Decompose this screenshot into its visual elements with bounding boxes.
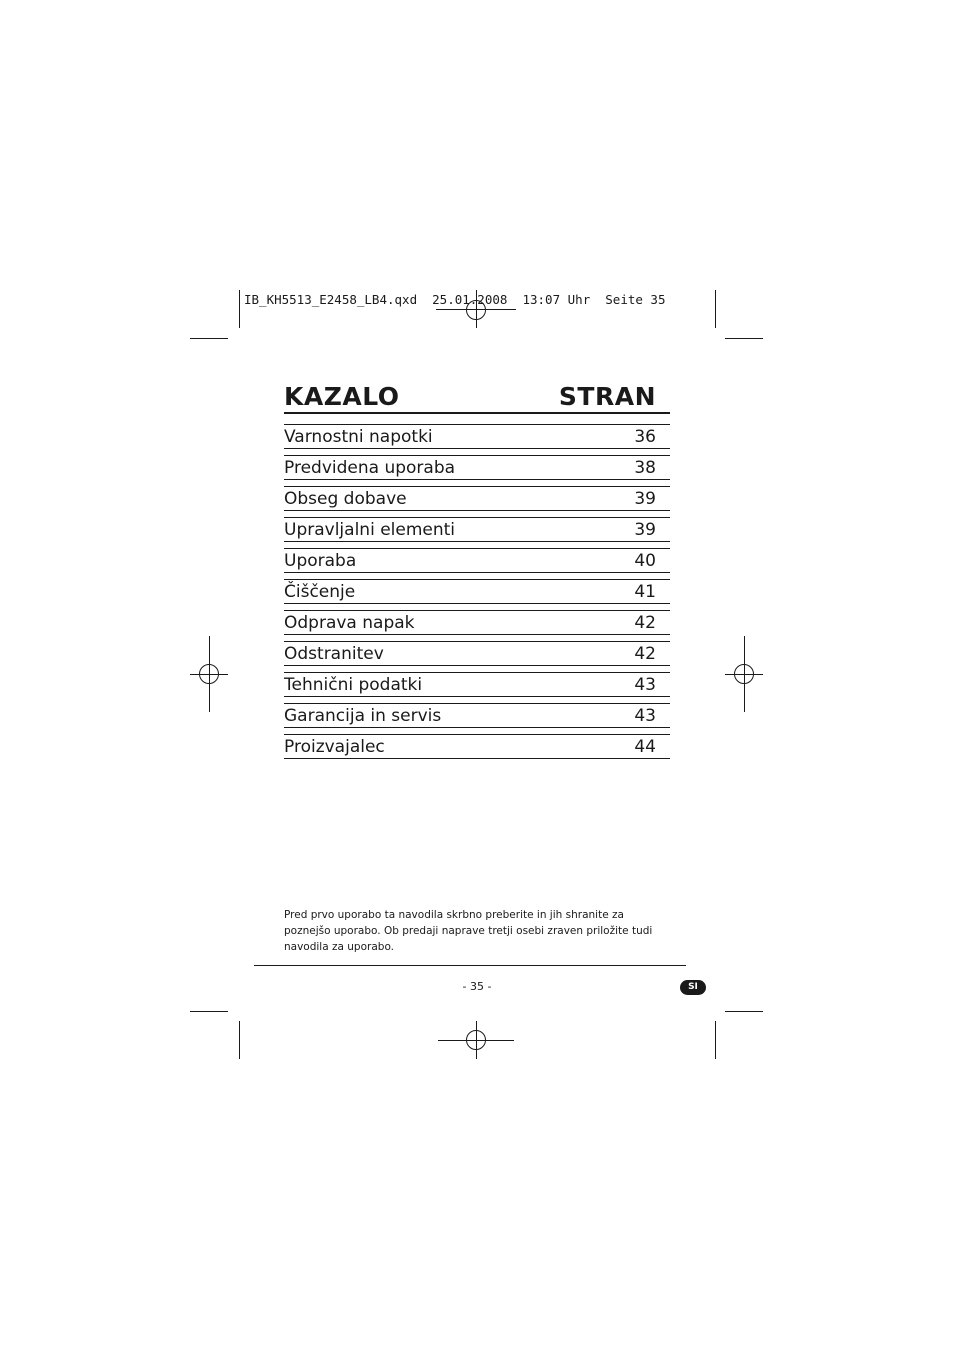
toc-row-label: Upravljalni elementi — [284, 520, 456, 540]
toc-heading — [284, 382, 670, 414]
toc-heading-page-column: STRAN — [558, 382, 656, 411]
crop-mark-bottom-left-vertical — [239, 1021, 240, 1059]
toc-row-label: Predvidena uporaba — [284, 458, 456, 478]
toc-row-odstranitev[interactable] — [284, 641, 670, 666]
page-number: - 35 - — [462, 980, 492, 993]
toc-row-tehnicni-podatki[interactable] — [284, 672, 670, 697]
slug-date: 25.01.2008 — [432, 292, 508, 307]
print-slug — [244, 292, 666, 307]
toc-row-page: 39 — [634, 520, 656, 540]
toc-row-label: Garancija in servis — [284, 706, 442, 726]
toc-row-label: Varnostni napotki — [284, 427, 433, 447]
toc-row-page: 42 — [634, 613, 656, 633]
toc-row-label: Tehnični podatki — [284, 675, 423, 695]
toc-row-odprava-napak[interactable] — [284, 610, 670, 635]
toc-row-label: Odprava napak — [284, 613, 415, 633]
toc-row-page: 36 — [634, 427, 656, 447]
toc-row-label: Čiščenje — [284, 582, 356, 602]
registration-mark-bottom-circle — [466, 1030, 486, 1050]
toc-row-label: Uporaba — [284, 551, 357, 571]
toc-row-uporaba[interactable] — [284, 548, 670, 573]
toc-row-page: 43 — [634, 675, 656, 695]
toc-row-upravljalni-elementi[interactable] — [284, 517, 670, 542]
toc-row-page: 40 — [634, 551, 656, 571]
registration-mark-left-circle — [199, 664, 219, 684]
slug-time: 13:07 Uhr — [522, 292, 591, 307]
registration-mark-right-circle — [734, 664, 754, 684]
toc-row-label: Proizvajalec — [284, 737, 385, 757]
toc-row-obseg-dobave[interactable] — [284, 486, 670, 511]
crop-mark-top-right-horizontal — [725, 338, 763, 339]
toc-row-page: 39 — [634, 489, 656, 509]
toc-heading-title: KAZALO — [284, 382, 400, 411]
crop-mark-top-left-horizontal — [190, 338, 228, 339]
toc-row-label: Odstranitev — [284, 644, 384, 664]
crop-mark-bottom-right-vertical — [715, 1021, 716, 1059]
language-badge: SI — [680, 980, 706, 995]
toc-row-label: Obseg dobave — [284, 489, 407, 509]
crop-mark-bottom-left-horizontal — [190, 1011, 228, 1012]
footer-divider — [254, 965, 686, 966]
crop-mark-bottom-right-horizontal — [725, 1011, 763, 1012]
instruction-note: Pred prvo uporabo ta navodila skrbno preberite in jih shranite za poznejšo uporabo. Ob predaji naprave tretji osebi zraven priložite tudi navodila za uporabo. — [284, 909, 653, 953]
slug-file: IB_KH5513_E2458_LB4.qxd — [244, 292, 418, 307]
crop-mark-top-right-vertical — [715, 290, 716, 328]
toc-row-page: 41 — [634, 582, 656, 602]
toc-row-page: 38 — [634, 458, 656, 478]
toc-row-proizvajalec[interactable] — [284, 734, 670, 759]
toc-row-garancija-in-servis[interactable] — [284, 703, 670, 728]
slug-page: Seite 35 — [605, 292, 666, 307]
toc-row-page: 43 — [634, 706, 656, 726]
registration-mark-top-circle — [466, 300, 486, 320]
crop-mark-top-left-vertical — [239, 290, 240, 328]
toc-row-page: 42 — [634, 644, 656, 664]
toc-row-page: 44 — [634, 737, 656, 757]
toc-row-ciscenje[interactable] — [284, 579, 670, 604]
toc-row-predvidena-uporaba[interactable] — [284, 455, 670, 480]
toc-list — [284, 424, 670, 765]
toc-row-varnostni-napotki[interactable] — [284, 424, 670, 449]
